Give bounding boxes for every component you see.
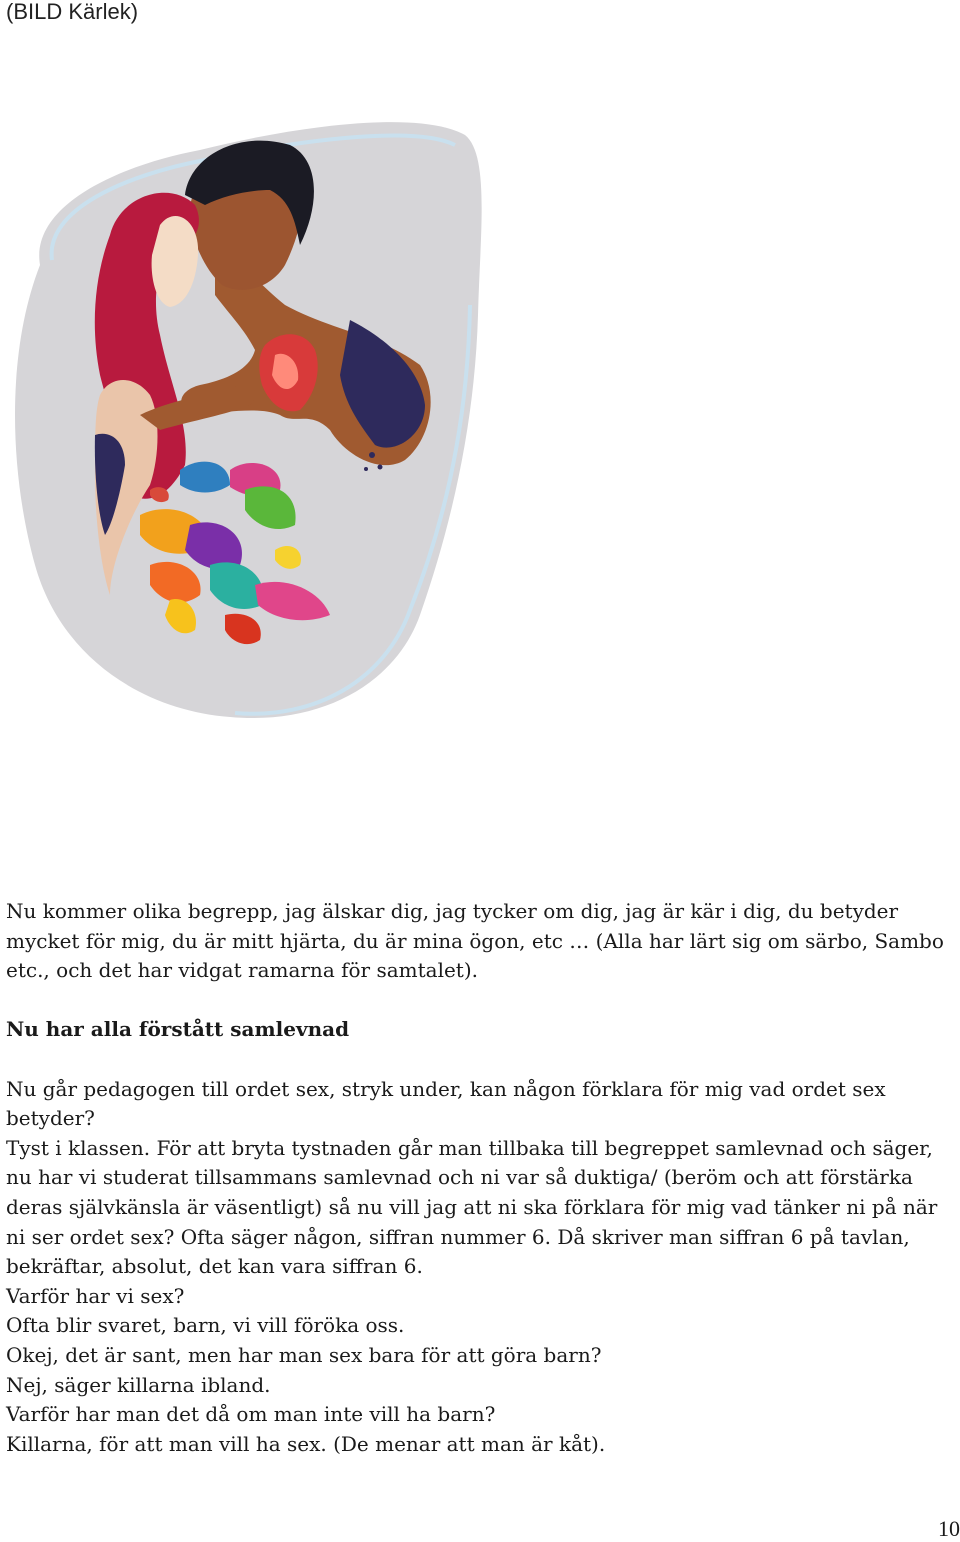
dialogue-line: Ofta blir svaret, barn, vi vill föröka oss. [6,1313,405,1338]
dialogue-line: Varför har man det då om man inte vill ha barn? [6,1402,496,1427]
dialogue-line: Killarna, för att man vill ha sex. (De menar att man är kåt). [6,1431,606,1456]
paragraph-sex-word: Nu går pedagogen till ordet sex, stryk under, kan någon förklara för mig vad ordet sex betyder? [6,1076,886,1131]
page-number: 10 [938,1516,960,1541]
section-heading: Nu har alla förstått samlevnad [6,1017,350,1042]
paragraph-intro: Nu kommer olika begrepp, jag älskar dig, jag tycker om dig, jag är kär i dig, du betyder mycket för mig, du är mitt hjärta, du är mina ögon, etc … (Alla har lärt sig om särbo, Sambo etc., och det har vidgat ramarna för samtalet). [6,899,944,983]
image-caption: (BILD Kärlek) [6,0,139,24]
dialogue-line: Nej, säger killarna ibland. [6,1372,271,1397]
paragraph-silence: Tyst i klassen. För att bryta tystnaden går man tillbaka till begreppet samlevnad och säger, nu har vi studerat tillsammans samlevnad och ni var så duktiga/ (beröm och att förstärka deras självkänsla är väsentligt) så nu vill jag att ni ska förklara för mig vad tänker ni på när ni ser ordet sex? Ofta säger någon, siffran nummer 6. Då skriver man siffran 6 på tavlan, bekräftar, absolut, det kan vara siffran 6. [6,1135,938,1279]
love-illustration [0,95,500,730]
dialogue-line: Okej, det är sant, men har man sex bara för att göra barn? [6,1342,602,1367]
body-text [6,897,946,1459]
dialogue-line: Varför har vi sex? [6,1283,185,1308]
